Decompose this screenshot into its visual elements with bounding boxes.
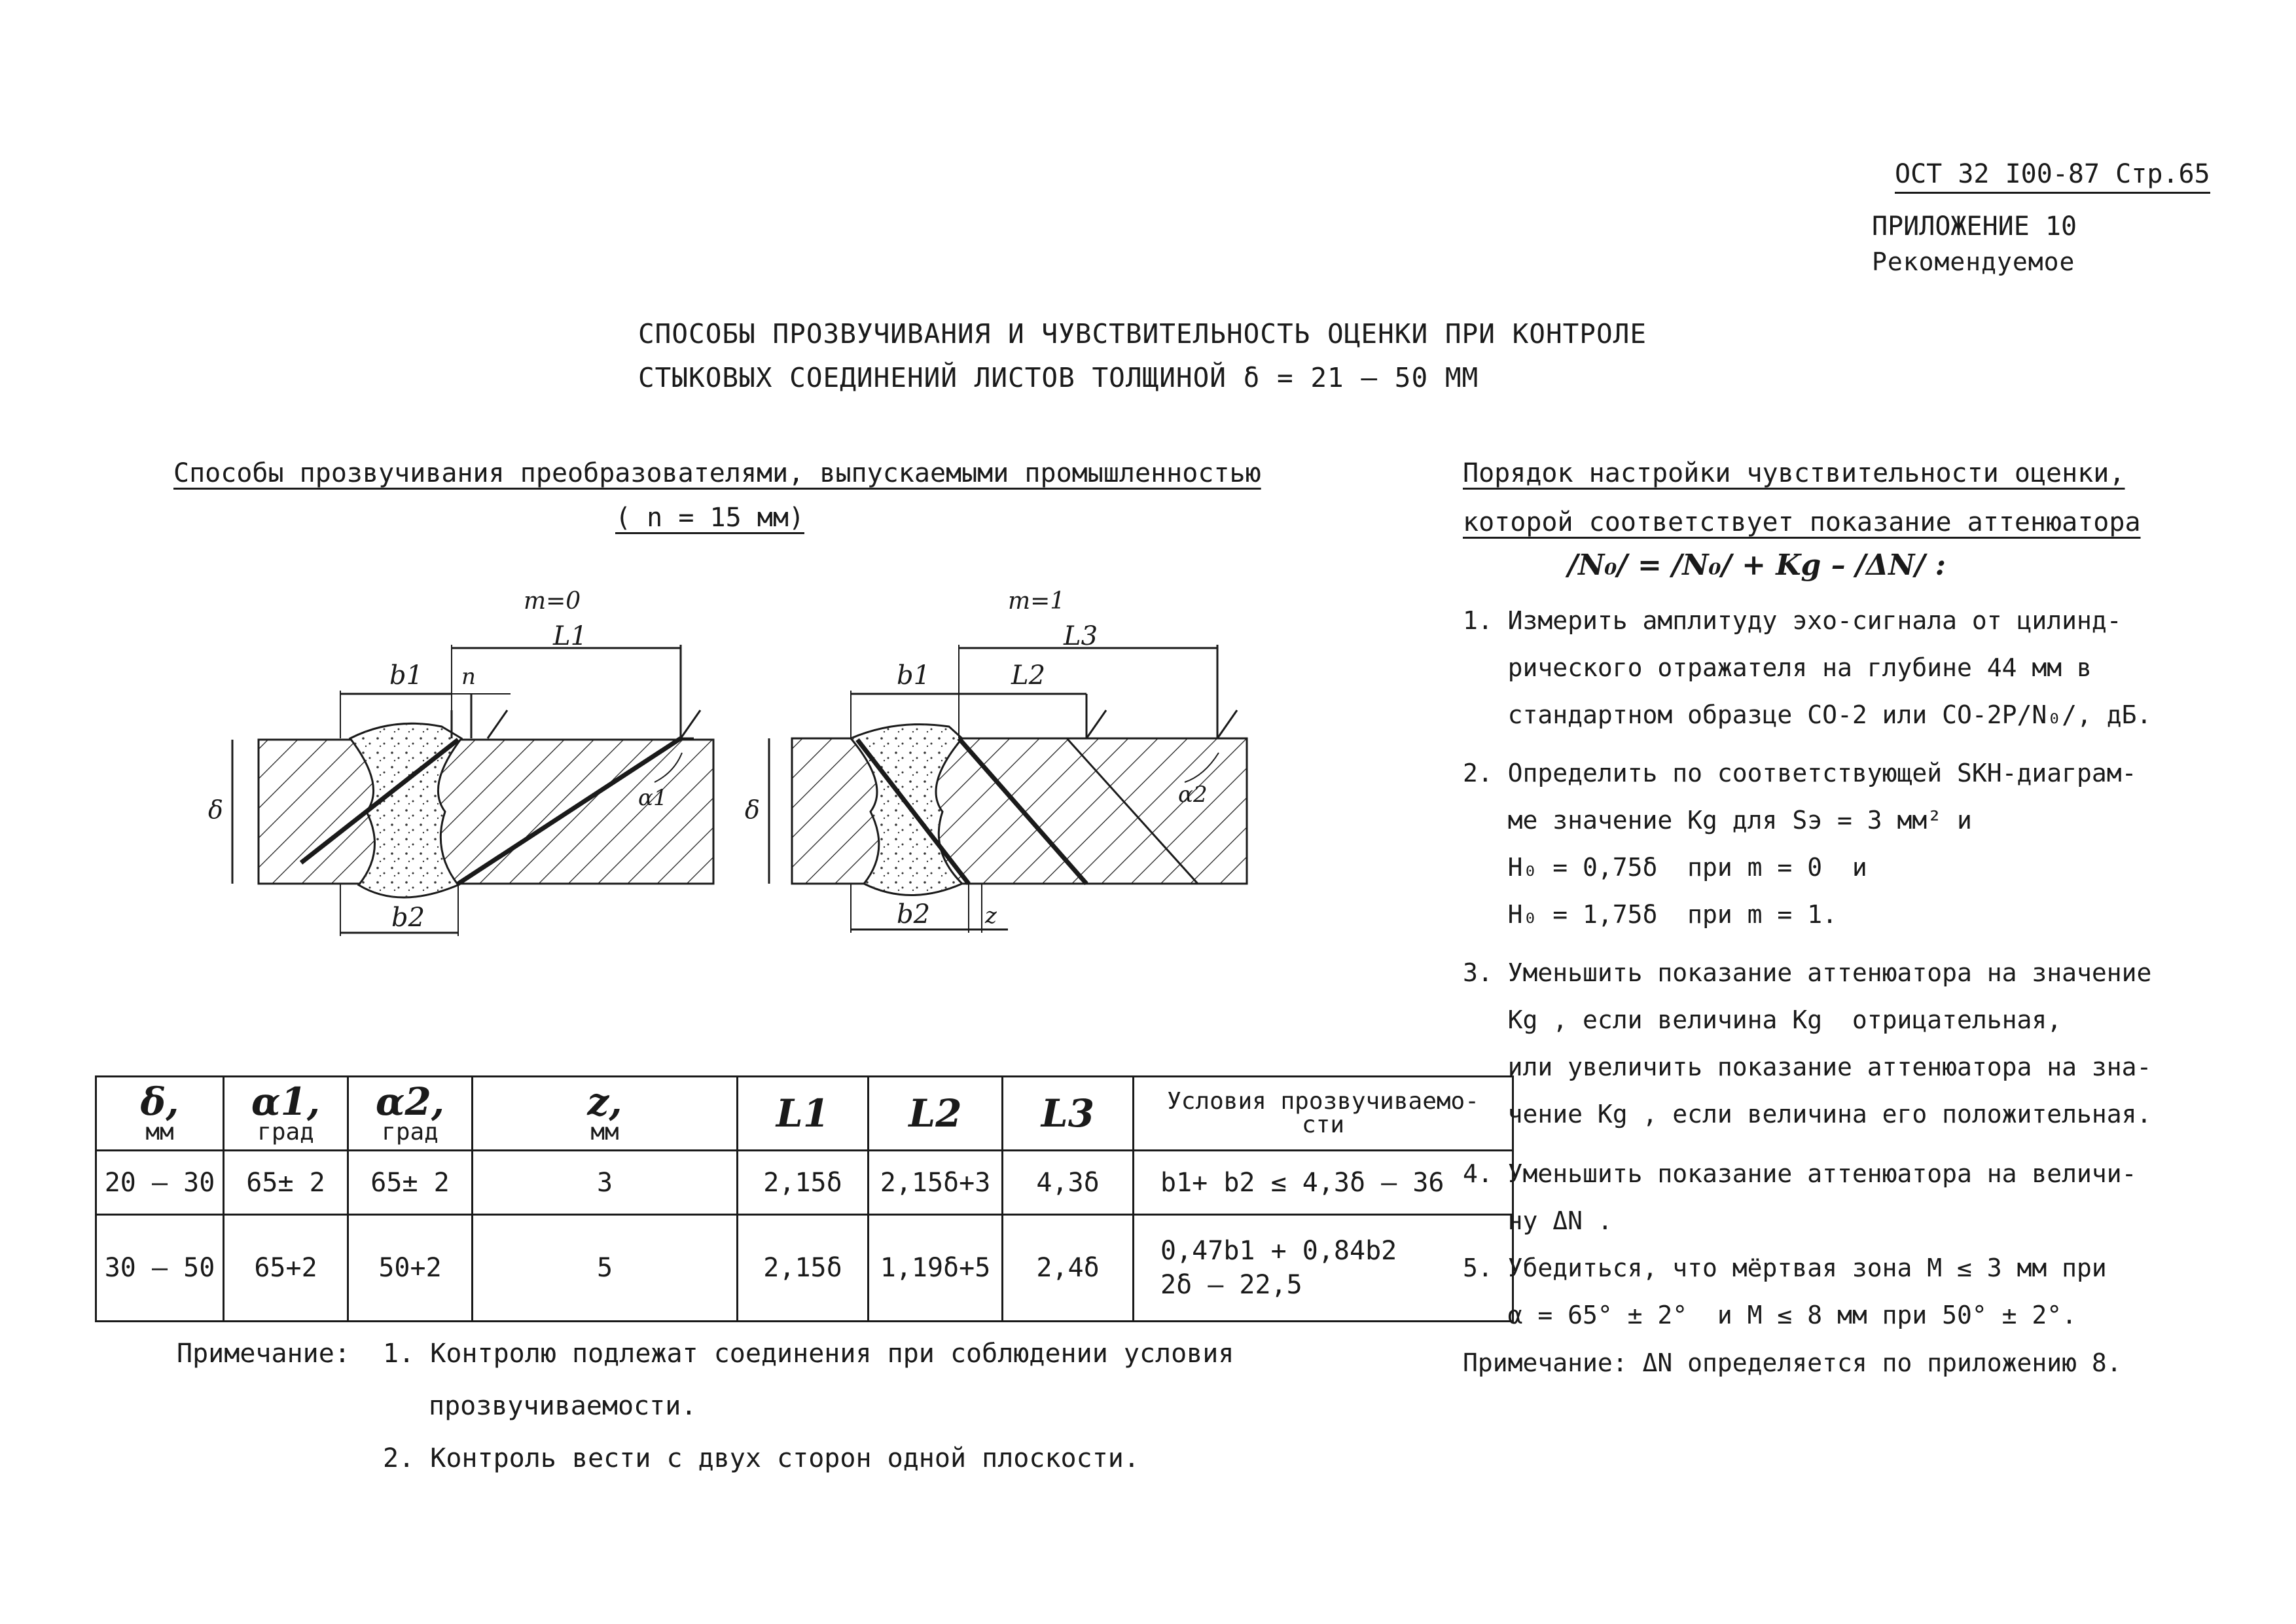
step-line: 2. Определить по соответствующей SКН-диаграм- [1463, 759, 2137, 787]
left-section-heading: Способы прозвучивания преобразователями, выпускаемыми промышленностью [173, 458, 1261, 488]
table-cell: 2,15δ [738, 1215, 869, 1322]
parameters-table [95, 1075, 1514, 1322]
step-line: H₀ = 1,75δ при m = 1. [1463, 900, 1837, 929]
table-cell: 2,15δ+3 [869, 1151, 1003, 1215]
drawing-left-delta-label: δ [208, 795, 223, 824]
table-cell: 65+2 [224, 1215, 348, 1322]
table-cell: 2,4δ [1003, 1215, 1134, 1322]
drawing-left-b1-label: b1 [389, 660, 423, 691]
recommended-label: Рекомендуемое [1872, 247, 2075, 276]
step-line: ну ΔN . [1463, 1206, 1613, 1235]
table-cell: 65± 2 [348, 1151, 473, 1215]
table-header-z: z, мм [473, 1077, 738, 1151]
drawing-right-L3-label: L3 [1064, 621, 1098, 651]
step-line: Kg , если величина Kg отрицательная, [1463, 1005, 2062, 1034]
drawing-right-alpha-label: α2 [1178, 782, 1208, 808]
note-item: 2. Контроль вести с двух сторон одной плоскости. [383, 1443, 1139, 1473]
appendix-label: ПРИЛОЖЕНИЕ 10 [1872, 211, 2077, 242]
table-header-conditions: Условия прозвучиваемо- сти [1134, 1077, 1513, 1151]
note-item: прозвучиваемости. [429, 1391, 697, 1421]
step-line: 1. Измерить амплитуду эхо-сигнала от цилинд- [1463, 606, 2122, 635]
drawing-right-b1-label: b1 [897, 660, 931, 691]
drawing-right-b2-label: b2 [897, 899, 931, 929]
note-item: 1. Контролю подлежат соединения при соблюдении условия [383, 1339, 1234, 1369]
table-cell: b1+ b2 ≤ 4,3δ – 36 [1134, 1151, 1513, 1215]
page-title-line-2: СТЫКОВЫХ СОЕДИНЕНИЙ ЛИСТОВ ТОЛЩИНОЙ δ = 21 – 50 ММ [638, 362, 1479, 393]
table-cell: 20 – 30 [96, 1151, 224, 1215]
table-cell: 3 [473, 1151, 738, 1215]
drawing-right-z-label: z [985, 903, 997, 929]
step-line: 4. Уменьшить показание аттенюатора на величи- [1463, 1159, 2137, 1188]
right-section-heading-1: Порядок настройки чувствительности оценки, [1463, 458, 2125, 488]
drawing-left-n-label: n [461, 664, 476, 690]
step-line: ме значение Kg для Sэ = 3 мм² и [1463, 806, 1972, 835]
table-row [96, 1151, 1513, 1215]
table-cell: 5 [473, 1215, 738, 1322]
right-section-heading-2: которой соответствует показание аттенюатора [1463, 507, 2141, 537]
table-cell: 1,19δ+5 [869, 1215, 1003, 1322]
step-line: 5. Убедиться, что мёртвая зона M ≤ 3 мм при [1463, 1254, 2107, 1282]
step-line: 3. Уменьшить показание аттенюатора на значение [1463, 958, 2152, 987]
drawing-left-m-label: m=0 [524, 588, 581, 615]
table-header-alpha1: α1, град [224, 1077, 348, 1151]
step-line: чение Kg , если величина его положительная. [1463, 1100, 2152, 1128]
step-line: α = 65° ± 2° и M ≤ 8 мм при 50° ± 2°. [1463, 1301, 2077, 1329]
step-line: или увеличить показание аттенюатора на зна- [1463, 1053, 2152, 1081]
table-header-alpha2: α2, град [348, 1077, 473, 1151]
attenuator-formula: /N₀/ = /N₀/ + Kg – /ΔN/ : [1568, 549, 1946, 582]
table-cell: 4,3δ [1003, 1151, 1134, 1215]
drawing-right [769, 645, 1247, 933]
drawing-right-L2-label: L2 [1011, 660, 1046, 691]
table-header-L3: L3 [1003, 1077, 1134, 1151]
table-cell: 2,15δ [738, 1151, 869, 1215]
document-code: ОСТ 32 I00-87 Стр.65 [1895, 159, 2210, 194]
table-cell: 50+2 [348, 1215, 473, 1322]
step-line: рического отражателя на глубине 44 мм в [1463, 653, 2092, 682]
table-cell: 0,47b1 + 0,84b2 2δ – 22,5 [1134, 1215, 1513, 1322]
drawing-right-m-label: m=1 [1008, 588, 1066, 615]
table-header-row [96, 1077, 1513, 1151]
drawing-left-alpha-label: α1 [638, 785, 668, 811]
table-header-L2: L2 [869, 1077, 1003, 1151]
page-title-line-1: СПОСОБЫ ПРОЗВУЧИВАНИЯ И ЧУВСТВИТЕЛЬНОСТЬ ОЦЕНКИ ПРИ КОНТРОЛЕ [638, 318, 1647, 350]
table-header-delta: δ, мм [96, 1077, 224, 1151]
drawing-right-delta-label: δ [745, 795, 760, 824]
table-row [96, 1215, 1513, 1322]
table-cell: 30 – 50 [96, 1215, 224, 1322]
right-note: Примечание: ΔN определяется по приложению 8. [1463, 1348, 2122, 1377]
drawing-left-b2-label: b2 [391, 903, 425, 933]
drawing-left-L1-label: L1 [553, 621, 588, 651]
table-header-L1: L1 [738, 1077, 869, 1151]
notes-label: Примечание: [177, 1339, 350, 1369]
left-section-subheading: ( n = 15 мм) [615, 503, 804, 533]
step-line: H₀ = 0,75δ при m = 0 и [1463, 853, 1867, 882]
step-line: стандартном образце СО-2 или СО-2Р/N₀/, дБ. [1463, 700, 2152, 729]
table-cell: 65± 2 [224, 1151, 348, 1215]
